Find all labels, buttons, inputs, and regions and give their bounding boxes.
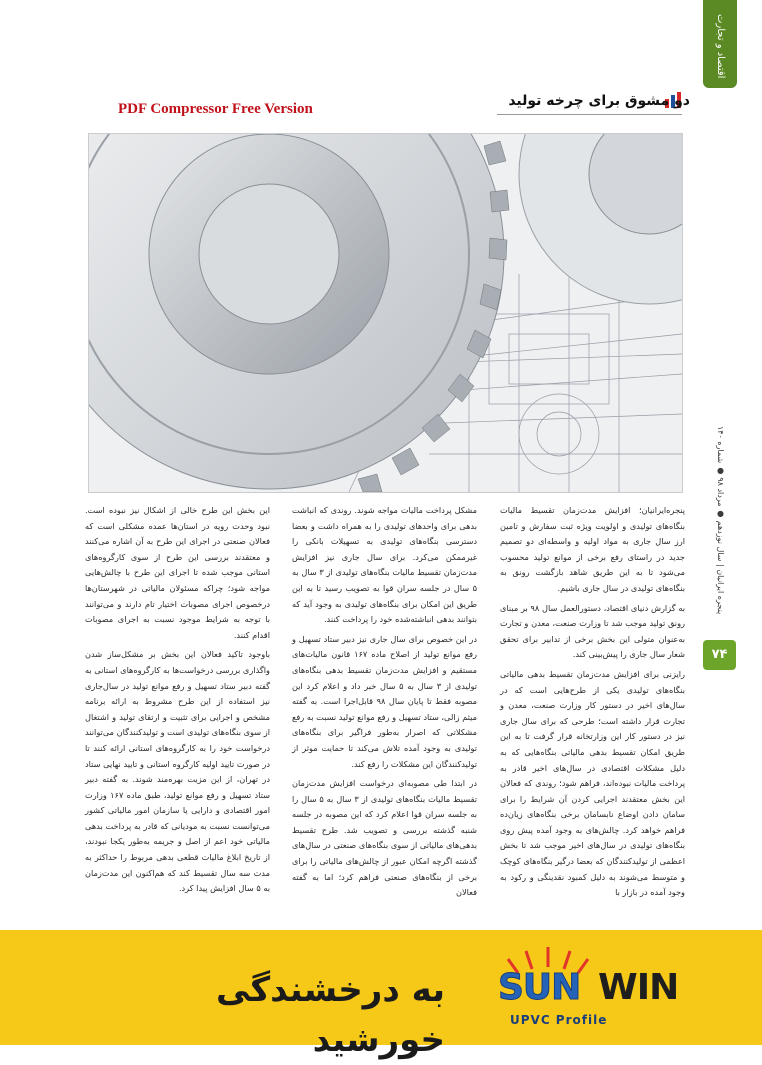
paragraph: در ابتدا طی مصوبه‌ای درخواست افزایش مدت‌زمان تقسیط مالیات بنگاه‌های تولیدی از ۳ سال به ۵ سال را به جلسه سران قوا اعلام کرد که این مصوبه در جلسه شنبه گذشته بررسی و تصویب شد. طرح تقسیط بدهی‌های مالیاتی از سوی بنگاه‌های صنعتی در سال‌های گذشته اگرچه امکان عبور از چالش‌های مالیاتی را برای برخی از بنگاه‌های صنعتی فراهم کرد؛ اما به گفته فعالان: [292, 778, 477, 898]
paragraph: پنجره‌ایرانیان؛ افزایش مدت‌زمان تقسیط مالیات بنگاه‌های تولیدی و اولویت ویژه ثبت سفارش و تامین ارز سال جاری به مواد اولیه و واسطه‌ای دو تصمیم جدید در راستای رفع برخی از موانع تولید محسوب می‌شود تا به این طریق شاهد بازگشت رونق به بنگاه‌های تولیدی در سال جاری باشیم.: [500, 505, 685, 593]
text-column-left: [85, 503, 270, 921]
text-column-right: [500, 503, 685, 921]
article-title: دو مشوق برای چرخه تولید: [508, 93, 690, 109]
watermark-label: PDF Compressor Free Version: [118, 101, 313, 117]
text-column-middle: [292, 503, 477, 921]
paragraph: مشکل پرداخت مالیات مواجه شوند. روندی که انباشت بدهی برای واحدهای تولیدی را به همراه داشت و بعضا دسترسی بنگاه‌های تولیدی به تسهیلات بانکی را غیرممکن می‌کرد. برای سال جاری نیز افزایش مدت‌زمان تقسیط مالیات بنگاه‌های تولیدی از ۳ سال به ۵ سال در جلسه سران قوا به تصویب رسید تا به این طریق این امکان برای بنگاه‌های تولیدی به وجود آید که بتوانند بدهی انباشته‌شده خود را پرداخت کنند.: [292, 505, 477, 625]
paragraph: باوجود تاکید فعالان این بخش بر مشکل‌ساز شدن واگذاری بررسی درخواست‌ها به کارگروه‌های استانی به گفته دبیر ستاد تسهیل و رفع موانع تولید در سال‌جاری نیز استفاده از این طرح مشروط به ارائه برنامه مشخص و اجرایی برای تثبیت و ارتقای تولید و اشتغال از سوی بنگاه‌های تولیدی است و تولیدکنندگان می‌توانند درخواست خود را به کارگروه‌های استانی ارائه کنند تا در صورت تایید اولیه کارگروه استانی و تایید نهایی ستاد در تهران، از این مزیت بهره‌مند شوند. به گفته دبیر ستاد تسهیل و رفع موانع تولید، طبق ماده ۱۶۷ وزارت امور اقتصادی و دارایی یا سازمان امور مالیاتی کشور می‌توانست نسبت به مودیانی که قادر به پرداخت بدهی مالیاتی خود اعم از اصل و جریمه به‌طور یکجا نبودند، از تاریخ ابلاغ مالیات قطعی بدهی مربوط را حداکثر به مدت سه سال تقسیط کند که هم‌اکنون این مدت‌زمان به ۵ سال افزایش پیدا کرد.: [85, 649, 270, 894]
article-body: [85, 503, 685, 921]
paragraph: رایزنی برای افزایش مدت‌زمان تقسیط بدهی مالیاتی بنگاه‌های تولیدی یکی از طرح‌هایی است که در سال‌های اخیر در دستور کار وزارت صنعت، معدن و تجارت قرار داشته است؛ طرحی که برای سال جاری نیز در دستور کار این وزارتخانه قرار گرفت تا به این طریق امکان تقسیط بدهی مالیاتی بنگاه‌هایی که به دلیل مشکلات اقتصادی در سال‌های اخیر قادر به پرداخت مالیات نبوده‌اند، فراهم شود؛ روندی که فعالان این بخش معتقدند اجرایی کردن آن شرایط را برای سامان دادن اوضاع نابسامان برخی بنگاه‌های زیان‌ده فراهم خواهد کرد. چالش‌های به وجود آمده پیش روی بنگاه‌های تولیدی در سال‌های اخیر موجب شد تا بخش اعظمی از تولیدکنندگان که بعضا درگیر بنگاه‌های کوچک و متوسط می‌شوند به دلیل کمبود نقدینگی و رکود به وجود آمده در بازار با: [500, 668, 685, 898]
page-number: ۷۴: [703, 640, 736, 670]
brand-subtitle: UPVC Profile: [510, 1013, 608, 1027]
brand-win: WIN: [598, 967, 679, 1008]
paragraph: در این خصوص برای سال جاری نیز دبیر ستاد تسهیل و رفع موانع تولید از اصلاح ماده ۱۶۷ قانون مالیات‌های مستقیم و افزایش مدت‌زمان تقسیط بدهی بنگاه‌های تولیدی از ۳ سال به ۵ سال خبر داد و اعلام کرد این مصوبه فقط تا پایان سال ۹۸ قابل‌اجرا است. به گفته میثم زالی، ستاد تسهیل و رفع موانع تولید نسبت به رفع مشکلاتی که اصرار به‌طور فراگیر برای بنگاه‌های تولیدی به وجود آمده تلاش می‌کند تا حمایت موثر از تولیدکنندگان این مشکلات را رفع کند.: [292, 633, 477, 769]
paragraph: به گزارش دنیای اقتصاد، دستورالعمل سال ۹۸ بر مبنای رونق تولید موجب شد تا وزارت صنعت، معدن و تجارت به‌عنوان متولی این بخش برخی از تدابیر برای تحقق شعار سال جاری را پیش‌بینی کند.: [500, 602, 686, 660]
paragraph: این بخش این طرح خالی از اشکال نیز نبوده است. نبود وحدت رویه در استان‌ها عمده مشکلی است که فعالان صنعتی در اجرای این طرح به آن اشاره می‌کنند و معتقدند بررسی این طرح از سوی کارگروه‌های استانی موجب شده تا اجرای این طرح با چالش‌هایی مواجه شود؛ چراکه مسئولان مالیاتی در شهرستان‌ها درخصوص اجرای مصوبات اختیار تام دارند و می‌توانند با توجه به شرایط موجود نسبت به اجرای مصوبات اقدام کنند.: [85, 505, 270, 640]
ad-slogan: به درخشندگی خورشید: [215, 970, 445, 1060]
title-underline: [497, 114, 682, 115]
issue-meta: پنجره ایرانیان | سال نوزدهم ● مرداد ۹۸ ● شماره ۱۴۰: [716, 425, 725, 615]
sunwin-logo[interactable]: [488, 945, 684, 1035]
article-photo: [88, 133, 683, 493]
section-tab-label: اقتصاد و تجارت: [715, 13, 726, 79]
brand-sun: SUN: [498, 967, 581, 1008]
gears-illustration: [89, 134, 682, 492]
section-tab: [703, 0, 737, 88]
